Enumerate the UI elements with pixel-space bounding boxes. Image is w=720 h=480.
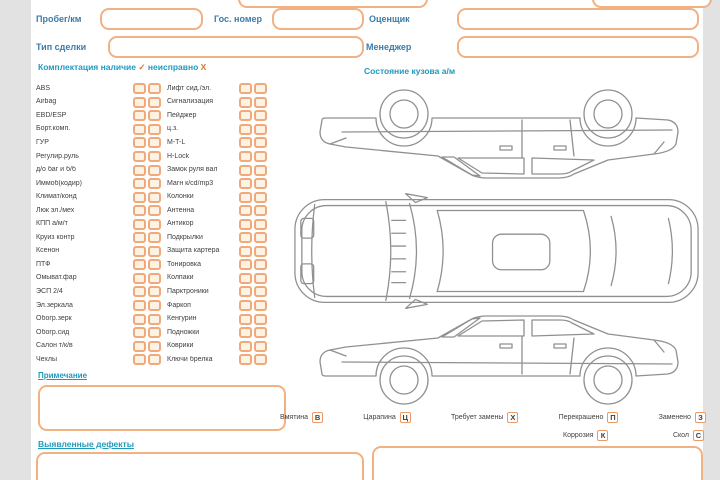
equipment-item-label: д/о баг и б/б: [36, 166, 76, 174]
checkbox-fault[interactable]: [254, 232, 267, 243]
legend-row-2: [563, 430, 704, 441]
checkbox-present[interactable]: [239, 286, 252, 297]
checkbox-pair: [239, 246, 269, 257]
equipment-item-label: Обогр.зерк: [36, 315, 72, 323]
checkbox-pair: [133, 354, 163, 365]
checkbox-fault[interactable]: [254, 192, 267, 203]
checkbox-fault[interactable]: [254, 165, 267, 176]
legend-item: [451, 412, 518, 423]
checkbox-present[interactable]: [133, 192, 146, 203]
checkbox-present[interactable]: [239, 124, 252, 135]
equipment-fault-text: неисправно: [147, 62, 199, 72]
checkbox-fault[interactable]: [148, 165, 161, 176]
checkbox-present[interactable]: [133, 341, 146, 352]
checkbox-fault[interactable]: [254, 83, 267, 94]
checkbox-fault[interactable]: [148, 341, 161, 352]
checkbox-fault[interactable]: [254, 124, 267, 135]
checkbox-pair: [239, 259, 269, 270]
mileage-label: Пробег/км: [36, 14, 82, 24]
checkbox-pair: [133, 314, 163, 325]
checkbox-present[interactable]: [133, 246, 146, 257]
checkbox-fault[interactable]: [254, 341, 267, 352]
equipment-item-label: Обогр.сид: [36, 328, 70, 336]
checkbox-fault[interactable]: [254, 205, 267, 216]
checkbox-fault[interactable]: [148, 124, 161, 135]
defects-box[interactable]: [36, 452, 364, 480]
check-fault-icon: Х: [200, 62, 207, 72]
checkbox-pair: [239, 178, 269, 189]
page-margin-right: [703, 0, 720, 480]
equipment-row: [36, 217, 306, 231]
checkbox-present[interactable]: [133, 165, 146, 176]
legend-item: [280, 412, 323, 423]
checkbox-fault[interactable]: [254, 246, 267, 257]
checkbox-pair: [239, 151, 269, 162]
checkbox-present[interactable]: [239, 178, 252, 189]
equipment-item-label: Airbag: [36, 98, 57, 106]
deal-type-label: Тип сделки: [36, 42, 87, 52]
equipment-item-label: КПП а/м/т: [36, 220, 68, 228]
equipment-item-label: Лифт сид./эл.: [167, 84, 212, 92]
equipment-row: [36, 299, 306, 313]
note-box[interactable]: [38, 385, 286, 431]
checkbox-present[interactable]: [239, 97, 252, 108]
equipment-item-label: Круиз контр: [36, 233, 75, 241]
check-ok-icon: ✓: [138, 62, 146, 72]
equipment-row: [36, 285, 306, 299]
checkbox-pair: [133, 246, 163, 257]
equipment-row: [36, 326, 306, 340]
equipment-item-label: Кенгурин: [167, 315, 197, 323]
equipment-row: [36, 123, 306, 137]
checkbox-fault[interactable]: [254, 286, 267, 297]
legend-label: Требует замены: [450, 414, 504, 421]
checkbox-present[interactable]: [133, 232, 146, 243]
checkbox-present[interactable]: [133, 286, 146, 297]
equipment-row: [36, 136, 306, 150]
checkbox-fault[interactable]: [148, 205, 161, 216]
legend-code-box: З: [695, 412, 706, 423]
checkbox-present[interactable]: [133, 314, 146, 325]
checkbox-pair: [133, 300, 163, 311]
checkbox-fault[interactable]: [148, 246, 161, 257]
checkbox-pair: [133, 232, 163, 243]
checkbox-present[interactable]: [239, 205, 252, 216]
equipment-item-label: Магн к/cd/mp3: [167, 179, 214, 187]
checkbox-fault[interactable]: [148, 232, 161, 243]
equipment-item-label: Антикор: [167, 220, 194, 228]
checkbox-fault[interactable]: [254, 327, 267, 338]
checkbox-present[interactable]: [133, 110, 146, 121]
checkbox-pair: [239, 314, 269, 325]
equipment-row: [36, 190, 306, 204]
equipment-row: [36, 204, 306, 218]
equipment-item-label: Эл.зеркала: [36, 301, 73, 309]
equipment-item-label: Подкрылки: [167, 233, 203, 241]
equipment-item-label: Защита картера: [167, 247, 220, 255]
mileage-input[interactable]: [100, 8, 203, 30]
equipment-item-label: ГУР: [36, 138, 49, 146]
checkbox-present[interactable]: [239, 273, 252, 284]
legend-item: [563, 430, 608, 441]
deal-type-input[interactable]: [108, 36, 364, 58]
equipment-item-label: Люк эл./мех: [36, 206, 75, 214]
equipment-item-label: Фаркоп: [167, 301, 191, 309]
body-condition-title: Состояние кузова а/м: [364, 66, 456, 76]
equipment-grid: [36, 82, 306, 366]
checkbox-fault[interactable]: [148, 83, 161, 94]
equipment-item-label: Антенна: [167, 206, 195, 214]
equipment-item-label: Коврики: [167, 342, 194, 350]
checkbox-present[interactable]: [133, 354, 146, 365]
checkbox-pair: [133, 97, 163, 108]
equipment-item-label: ц.з.: [167, 125, 179, 133]
checkbox-pair: [133, 341, 163, 352]
legend-label: Коррозия: [563, 432, 594, 439]
checkbox-pair: [133, 178, 163, 189]
checkbox-fault[interactable]: [254, 219, 267, 230]
legend-item: [559, 412, 619, 423]
legend-label: Вмятина: [280, 414, 309, 421]
equipment-item-label: Ключи брелка: [167, 355, 213, 363]
checkbox-fault[interactable]: [254, 110, 267, 121]
manager-input[interactable]: [457, 36, 699, 58]
equipment-title-text: Комплектация наличие: [38, 62, 136, 72]
car-side-view-inverted-diagram: [312, 82, 704, 194]
equipment-row: [36, 150, 306, 164]
equipment-item-label: Колпаки: [167, 274, 194, 282]
checkbox-pair: [133, 151, 163, 162]
equipment-item-label: ABS: [36, 84, 51, 92]
equipment-item-label: Чехлы: [36, 355, 58, 363]
car-side-view-diagram: [312, 300, 704, 412]
checkbox-fault[interactable]: [148, 178, 161, 189]
equipment-row: [36, 177, 306, 191]
checkbox-pair: [133, 137, 163, 148]
equipment-item-label: Пейджер: [167, 111, 197, 119]
checkbox-present[interactable]: [239, 314, 252, 325]
checkbox-present[interactable]: [133, 205, 146, 216]
equipment-row: [36, 312, 306, 326]
car-top-view-diagram: [289, 190, 704, 312]
plate-input[interactable]: [272, 8, 364, 30]
equipment-item-label: Тонировка: [167, 260, 202, 268]
checkbox-pair: [239, 110, 269, 121]
page-margin-left: [0, 0, 31, 480]
checkbox-fault[interactable]: [148, 137, 161, 148]
legend-item: [363, 412, 410, 423]
checkbox-pair: [239, 286, 269, 297]
legend-code-box: Х: [507, 412, 518, 423]
checkbox-fault[interactable]: [148, 110, 161, 121]
checkbox-pair: [239, 327, 269, 338]
checkbox-fault[interactable]: [254, 314, 267, 325]
checkbox-fault[interactable]: [148, 273, 161, 284]
checkbox-present[interactable]: [239, 83, 252, 94]
checkbox-present[interactable]: [133, 300, 146, 311]
legend-code-box: В: [312, 412, 323, 423]
legend-item: [659, 412, 706, 423]
legend-code-box: К: [597, 430, 608, 441]
checkbox-present[interactable]: [239, 259, 252, 270]
checkbox-pair: [239, 341, 269, 352]
checkbox-present[interactable]: [239, 165, 252, 176]
checkbox-fault[interactable]: [254, 97, 267, 108]
checkbox-present[interactable]: [133, 178, 146, 189]
appraiser-input[interactable]: [457, 8, 699, 30]
checkbox-fault[interactable]: [148, 327, 161, 338]
checkbox-present[interactable]: [133, 259, 146, 270]
legend-item: [673, 430, 704, 441]
checkbox-fault[interactable]: [148, 151, 161, 162]
partial-input-top-right[interactable]: [592, 0, 712, 8]
equipment-item-label: Регулир.руль: [36, 152, 79, 160]
checkbox-present[interactable]: [239, 110, 252, 121]
checkbox-pair: [239, 83, 269, 94]
checkbox-pair: [239, 137, 269, 148]
equipment-item-label: ПТФ: [36, 260, 51, 268]
note-label: Примечание: [38, 371, 88, 380]
checkbox-fault[interactable]: [148, 259, 161, 270]
checkbox-present[interactable]: [133, 273, 146, 284]
equipment-item-label: Замок руля вал: [167, 166, 218, 174]
legend-code-box: С: [693, 430, 704, 441]
equipment-item-label: Климат/конд: [36, 193, 77, 201]
checkbox-fault[interactable]: [254, 151, 267, 162]
checkbox-pair: [133, 273, 163, 284]
legend-label: Царапина: [363, 414, 396, 421]
checkbox-pair: [239, 97, 269, 108]
checkbox-pair: [133, 124, 163, 135]
equipment-row: [36, 272, 306, 286]
equipment-item-label: EBD/ESP: [36, 111, 67, 119]
legend-row-1: [280, 412, 706, 423]
equipment-item-label: Ксенон: [36, 247, 60, 255]
checkbox-fault[interactable]: [148, 354, 161, 365]
legend-label: Скол: [672, 432, 689, 439]
partial-input-top-left[interactable]: [238, 0, 428, 8]
legend-label: Перекрашено: [558, 414, 604, 421]
checkbox-fault[interactable]: [254, 178, 267, 189]
checkbox-pair: [133, 110, 163, 121]
legend-label: Заменено: [658, 414, 691, 421]
equipment-section-title: [38, 62, 206, 73]
checkbox-present[interactable]: [239, 151, 252, 162]
checkbox-pair: [133, 327, 163, 338]
checkbox-present[interactable]: [239, 354, 252, 365]
equipment-item-label: Подножки: [167, 328, 200, 336]
checkbox-pair: [133, 219, 163, 230]
equipment-item-label: M-T-L: [167, 138, 186, 146]
checkbox-present[interactable]: [133, 124, 146, 135]
checkbox-present[interactable]: [239, 192, 252, 203]
checkbox-pair: [239, 273, 269, 284]
notes-box-right[interactable]: [372, 446, 703, 480]
equipment-item-label: ЭСП 2/4: [36, 287, 63, 295]
legend-code-box: Ц: [400, 412, 411, 423]
equipment-row: [36, 231, 306, 245]
equipment-row: [36, 96, 306, 110]
checkbox-pair: [239, 232, 269, 243]
legend-code-box: П: [607, 412, 618, 423]
checkbox-pair: [133, 286, 163, 297]
checkbox-present[interactable]: [239, 219, 252, 230]
manager-label: Менеджер: [366, 42, 412, 52]
checkbox-present[interactable]: [239, 246, 252, 257]
checkbox-fault[interactable]: [254, 354, 267, 365]
checkbox-fault[interactable]: [148, 219, 161, 230]
checkbox-pair: [133, 259, 163, 270]
checkbox-present[interactable]: [239, 232, 252, 243]
equipment-row: [36, 339, 306, 353]
checkbox-fault[interactable]: [254, 137, 267, 148]
equipment-item-label: Борт.комп.: [36, 125, 71, 133]
appraiser-label: Оценщик: [369, 14, 410, 24]
checkbox-present[interactable]: [133, 327, 146, 338]
checkbox-fault[interactable]: [148, 286, 161, 297]
equipment-row: [36, 258, 306, 272]
equipment-item-label: Омыват.фар: [36, 274, 77, 282]
equipment-item-label: Иммоб(кодир): [36, 179, 82, 187]
equipment-item-label: H-Lock: [167, 152, 190, 160]
equipment-row: [36, 109, 306, 123]
checkbox-present[interactable]: [239, 137, 252, 148]
checkbox-fault[interactable]: [254, 259, 267, 270]
checkbox-present[interactable]: [239, 327, 252, 338]
checkbox-pair: [239, 165, 269, 176]
checkbox-fault[interactable]: [254, 300, 267, 311]
checkbox-pair: [133, 192, 163, 203]
checkbox-present[interactable]: [133, 83, 146, 94]
checkbox-pair: [239, 192, 269, 203]
checkbox-present[interactable]: [133, 137, 146, 148]
checkbox-fault[interactable]: [254, 273, 267, 284]
checkbox-present[interactable]: [133, 97, 146, 108]
checkbox-pair: [133, 205, 163, 216]
checkbox-pair: [133, 165, 163, 176]
checkbox-present[interactable]: [239, 341, 252, 352]
checkbox-pair: [239, 205, 269, 216]
equipment-item-label: Парктроники: [167, 287, 209, 295]
checkbox-pair: [239, 300, 269, 311]
equipment-row: [36, 245, 306, 259]
checkbox-present[interactable]: [133, 219, 146, 230]
equipment-item-label: Сигнализация: [167, 98, 214, 106]
checkbox-fault[interactable]: [148, 97, 161, 108]
checkbox-present[interactable]: [133, 151, 146, 162]
plate-label: Гос. номер: [214, 14, 263, 24]
equipment-row: [36, 163, 306, 177]
equipment-row: [36, 353, 306, 367]
equipment-row: [36, 82, 306, 96]
checkbox-pair: [239, 354, 269, 365]
checkbox-fault[interactable]: [148, 314, 161, 325]
checkbox-pair: [239, 124, 269, 135]
checkbox-pair: [133, 83, 163, 94]
checkbox-fault[interactable]: [148, 300, 161, 311]
equipment-item-label: Салон т/к/в: [36, 342, 73, 350]
checkbox-fault[interactable]: [148, 192, 161, 203]
defects-title: Выявленные дефекты: [38, 439, 134, 449]
checkbox-pair: [239, 219, 269, 230]
equipment-item-label: Колонки: [167, 193, 194, 201]
checkbox-present[interactable]: [239, 300, 252, 311]
